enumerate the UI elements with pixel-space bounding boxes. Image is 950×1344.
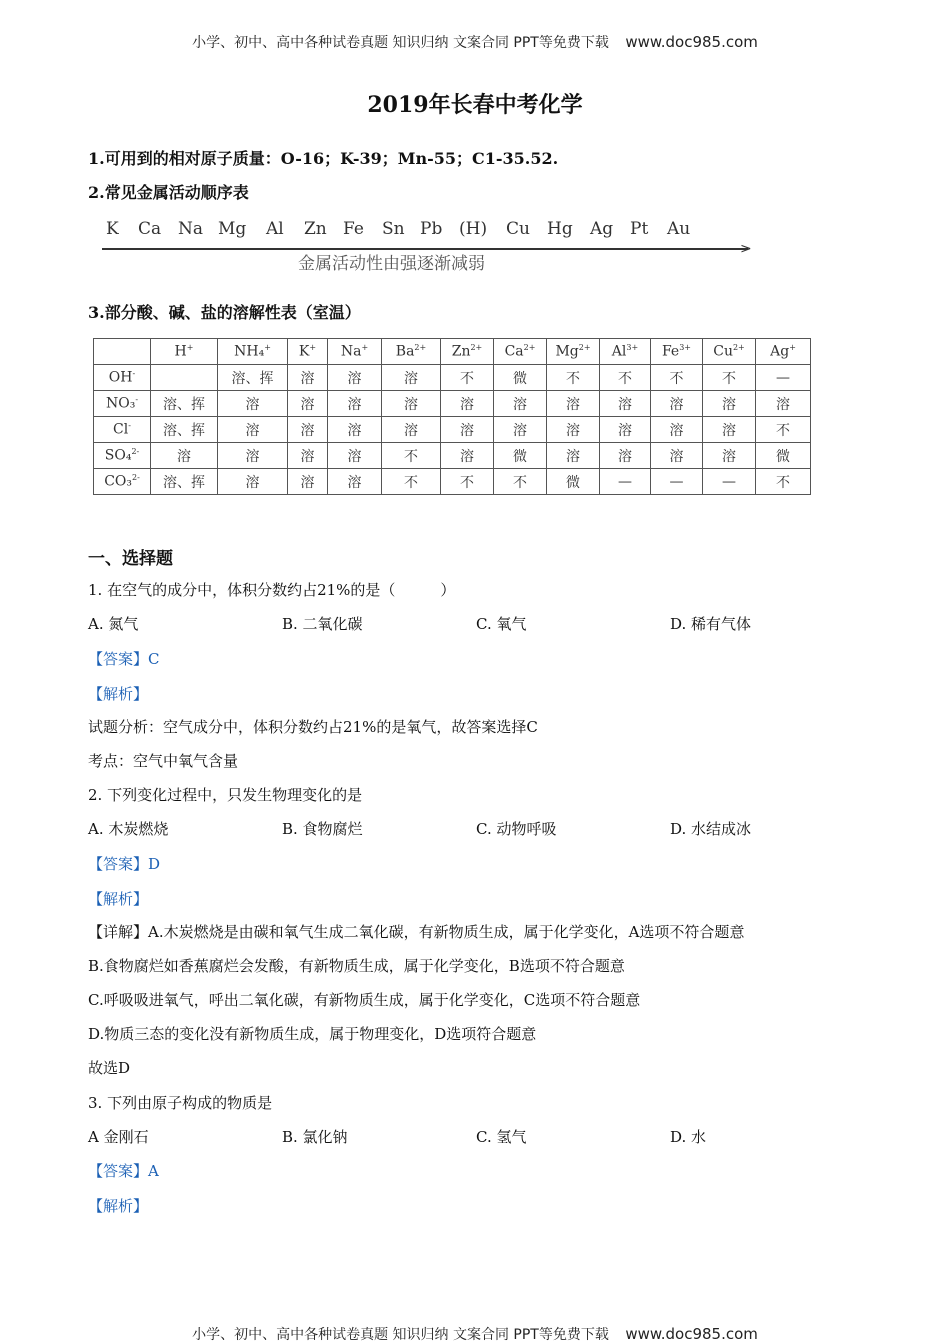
page-header <box>0 32 950 52</box>
question-2-detail: B.食物腐烂如香蕉腐烂会发酸，有新物质生成，属于化学变化，B选项不符合题意 <box>88 957 625 975</box>
cation-header: $Al^{3+}$ <box>600 339 651 365</box>
table-cell: 溶 <box>288 443 328 469</box>
option-a[interactable]: A. 氮气 <box>88 615 139 633</box>
option-b[interactable]: B. 氯化钠 <box>282 1128 348 1146</box>
table-cell <box>151 365 218 391</box>
metal-symbol: Pt <box>630 219 649 239</box>
table-cell: 溶 <box>151 443 218 469</box>
table-cell: 微 <box>756 443 811 469</box>
metal-symbol: (H) <box>459 219 488 239</box>
table-cell: — <box>651 469 703 495</box>
table-row <box>94 365 811 391</box>
table-cell: 微 <box>494 365 547 391</box>
table-cell: 溶 <box>600 417 651 443</box>
question-2-detail: C.呼吸吸进氧气，呼出二氧化碳，有新物质生成，属于化学变化，C选项不符合题意 <box>88 991 641 1009</box>
table-cell: 溶 <box>382 417 441 443</box>
question-1-answer: 【答案】C <box>88 650 160 668</box>
table-cell: 溶 <box>218 443 288 469</box>
table-cell: 溶 <box>288 365 328 391</box>
cation-header: $Cu^{2+}$ <box>703 339 756 365</box>
section-solubility: 3.部分酸、碱、盐的溶解性表（室温） <box>88 303 361 322</box>
table-row <box>94 443 811 469</box>
cation-header: H+ <box>151 339 218 365</box>
table-cell: 溶 <box>651 391 703 417</box>
table-row <box>94 469 811 495</box>
table-cell: 溶 <box>441 391 494 417</box>
metal-symbol: Fe <box>343 219 364 239</box>
table-cell: 不 <box>756 417 811 443</box>
option-c[interactable]: C. 氧气 <box>476 615 527 633</box>
table-cell: 溶 <box>703 417 756 443</box>
metal-symbol: Na <box>178 219 204 239</box>
option-b[interactable]: B. 食物腐烂 <box>282 820 363 838</box>
table-cell: 溶 <box>328 443 382 469</box>
table-cell: 不 <box>441 365 494 391</box>
metal-activity-series <box>100 215 760 275</box>
metal-symbol: Mg <box>218 219 247 239</box>
header-url[interactable]: www.doc985.com <box>625 33 758 51</box>
part-title: 一、选择题 <box>88 549 173 569</box>
table-cell: 不 <box>703 365 756 391</box>
table-cell: 溶 <box>703 391 756 417</box>
question-1-analysis-label: 【解析】 <box>88 685 149 703</box>
table-cell: 溶 <box>494 391 547 417</box>
anion-header: CO₃$^{2-}$ <box>94 469 151 495</box>
table-cell: 溶 <box>756 391 811 417</box>
table-header-row <box>94 339 811 365</box>
cation-header: $Zn^{2+}$ <box>441 339 494 365</box>
question-3-answer: 【答案】A <box>88 1162 159 1180</box>
table-cell: 微 <box>494 443 547 469</box>
table-cell: 不 <box>651 365 703 391</box>
cation-header: $Mg^{2+}$ <box>547 339 600 365</box>
question-2-detail: 【详解】A.木炭燃烧是由碳和氧气生成二氧化碳，有新物质生成，属于化学变化，A选项不符合题意 <box>88 923 745 941</box>
table-cell: 溶 <box>600 391 651 417</box>
question-1-stem: 1. 在空气的成分中，体积分数约占21%的是（ ） <box>88 581 456 599</box>
table-row <box>94 391 811 417</box>
option-d[interactable]: D. 水结成冰 <box>670 820 752 838</box>
cation-header: Ag+ <box>756 339 811 365</box>
cation-header: $Fe^{3+}$ <box>651 339 703 365</box>
table-cell: 微 <box>547 469 600 495</box>
table-cell: 溶 <box>600 443 651 469</box>
table-cell: 溶 <box>441 443 494 469</box>
table-cell: 溶 <box>547 391 600 417</box>
section-metal-activity: 2.常见金属活动顺序表 <box>88 183 249 202</box>
footer-text: 小学、初中、高中各种试卷真题 知识归纳 文案合同 PPT等免费下载 <box>192 1327 609 1343</box>
table-cell: 不 <box>382 469 441 495</box>
metal-symbol: Zn <box>304 219 327 239</box>
metal-symbol: Au <box>667 219 691 239</box>
option-c[interactable]: C. 动物呼吸 <box>476 820 557 838</box>
table-cell: 不 <box>600 365 651 391</box>
solubility-table <box>93 338 811 495</box>
option-a[interactable]: A 金刚石 <box>88 1128 149 1146</box>
cation-header: $Ca^{2+}$ <box>494 339 547 365</box>
metal-symbol: Hg <box>547 219 573 239</box>
table-cell: 溶、挥 <box>151 417 218 443</box>
table-cell: 溶 <box>703 443 756 469</box>
metal-symbol: Cu <box>506 219 530 239</box>
table-cell: 溶 <box>382 365 441 391</box>
option-b[interactable]: B. 二氧化碳 <box>282 615 363 633</box>
cation-header: NH₄+ <box>218 339 288 365</box>
option-a[interactable]: A. 木炭燃烧 <box>88 820 169 838</box>
option-c[interactable]: C. 氢气 <box>476 1128 527 1146</box>
table-cell: 溶 <box>218 391 288 417</box>
question-2-detail: D.物质三态的变化没有新物质生成，属于物理变化，D选项符合题意 <box>88 1025 537 1043</box>
table-cell: 溶 <box>547 417 600 443</box>
metal-symbol: Ca <box>138 219 162 239</box>
table-cell: 溶 <box>651 417 703 443</box>
table-cell: 溶、挥 <box>218 365 288 391</box>
page-footer <box>0 1324 950 1344</box>
table-cell: 溶 <box>218 417 288 443</box>
metal-symbol: Pb <box>420 219 443 239</box>
cation-header: $Ba^{2+}$ <box>382 339 441 365</box>
anion-header: NO₃- <box>94 391 151 417</box>
option-d[interactable]: D. 水 <box>670 1128 707 1146</box>
activity-arrow-label: 金属活动性由强逐渐减弱 <box>298 254 485 274</box>
question-2-conclusion: 故选D <box>88 1059 131 1077</box>
table-cell: 不 <box>494 469 547 495</box>
metal-symbol: Sn <box>382 219 405 239</box>
metal-symbol: Ag <box>590 219 614 239</box>
table-cell: — <box>756 365 811 391</box>
section-atomic-mass: 1.可用到的相对原子质量：O-16；K-39；Mn-55；C1-35.52. <box>88 149 559 168</box>
table-cell: 不 <box>547 365 600 391</box>
question-1-explanation: 试题分析：空气成分中，体积分数约占21%的是氧气，故答案选择C <box>88 718 538 736</box>
table-cell: 不 <box>441 469 494 495</box>
metal-symbol: Al <box>266 219 284 239</box>
page-title: 2019年长春中考化学 <box>367 92 583 118</box>
table-cell: 溶 <box>288 417 328 443</box>
corner-cell <box>94 339 151 365</box>
metal-symbol: K <box>106 219 119 239</box>
table-cell: 溶 <box>328 391 382 417</box>
question-2-stem: 2. 下列变化过程中，只发生物理变化的是 <box>88 786 363 804</box>
table-cell: 溶、挥 <box>151 469 218 495</box>
table-cell: 溶 <box>651 443 703 469</box>
question-1-point: 考点：空气中氧气含量 <box>88 752 239 770</box>
table-cell: — <box>600 469 651 495</box>
table-cell: 溶 <box>218 469 288 495</box>
table-cell: 溶 <box>288 391 328 417</box>
table-cell: 溶 <box>328 469 382 495</box>
table-cell: 溶 <box>328 417 382 443</box>
table-row <box>94 417 811 443</box>
anion-header: OH- <box>94 365 151 391</box>
question-3-stem: 3. 下列由原子构成的物质是 <box>88 1094 273 1112</box>
option-d[interactable]: D. 稀有气体 <box>670 615 752 633</box>
question-2-analysis-label: 【解析】 <box>88 890 149 908</box>
header-text: 小学、初中、高中各种试卷真题 知识归纳 文案合同 PPT等免费下载 <box>192 35 609 51</box>
table-cell: 溶 <box>494 417 547 443</box>
table-cell: 溶 <box>441 417 494 443</box>
anion-header: Cl- <box>94 417 151 443</box>
cation-header: K+ <box>288 339 328 365</box>
table-cell: 溶 <box>382 391 441 417</box>
table-cell: 溶 <box>328 365 382 391</box>
table-cell: — <box>703 469 756 495</box>
table-cell: 溶 <box>547 443 600 469</box>
cation-header: Na+ <box>328 339 382 365</box>
table-cell: 不 <box>756 469 811 495</box>
table-cell: 溶 <box>288 469 328 495</box>
table-cell: 溶、挥 <box>151 391 218 417</box>
anion-header: SO₄$^{2-}$ <box>94 443 151 469</box>
arrow-head-icon: > <box>740 241 752 257</box>
footer-url[interactable]: www.doc985.com <box>625 1325 758 1343</box>
question-2-answer: 【答案】D <box>88 855 161 873</box>
table-cell: 不 <box>382 443 441 469</box>
question-3-analysis-label: 【解析】 <box>88 1197 149 1215</box>
